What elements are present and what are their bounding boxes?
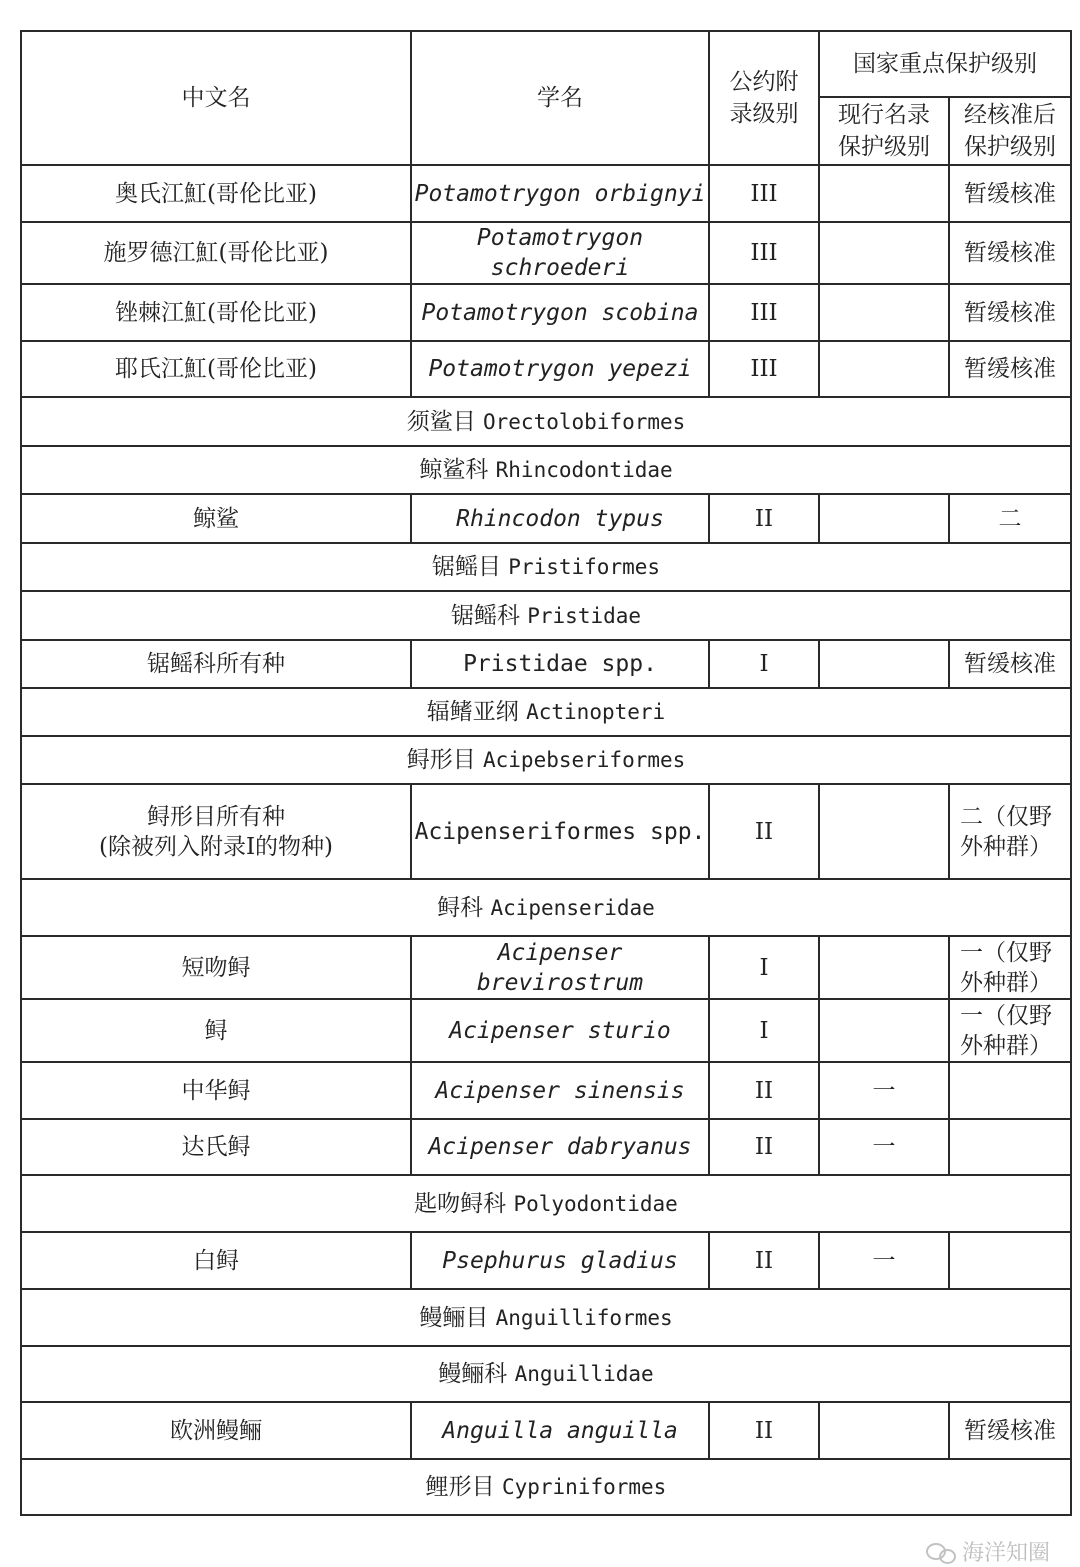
cn-name-cell: 施罗德江魟(哥伦比亚) (21, 222, 411, 284)
section-row (21, 736, 1071, 784)
current-level-cell: 一 (819, 1232, 949, 1289)
section-row (21, 1459, 1071, 1515)
header-current-level (819, 97, 949, 165)
header-approved-level (949, 97, 1071, 165)
appendix-cell: I (709, 999, 819, 1062)
appendix-cell: I (709, 640, 819, 688)
current-level-cell (819, 165, 949, 222)
current-level-cell (819, 1402, 949, 1459)
section-cn: 鳗鲡目 (419, 1304, 489, 1331)
sci-name-cell: Acipenseriformes spp. (411, 784, 709, 879)
table-row (21, 999, 1071, 1062)
section-cn: 锯鳐目 (431, 554, 501, 580)
section-latin: Acipebseriformes (483, 748, 686, 772)
cn-name-cell: 达氏鲟 (21, 1119, 411, 1175)
current-level-cell (819, 341, 949, 397)
section-row (21, 397, 1071, 446)
cn-name-cell: 白鲟 (21, 1232, 411, 1289)
section-latin: Pristiformes (508, 555, 661, 579)
cn-name-cell: 中华鲟 (21, 1062, 411, 1119)
section-cn: 须鲨目 (406, 408, 476, 435)
table-row (21, 341, 1071, 397)
section-latin: Actinopteri (526, 700, 666, 724)
current-level-cell: 一 (819, 1062, 949, 1119)
table-row (21, 1119, 1071, 1175)
current-level-cell (819, 999, 949, 1062)
sci-name-cell (411, 222, 709, 284)
sci-name-cell: Acipenser brevirostrum (411, 936, 709, 999)
header-appendix-line2: 录级别 (729, 101, 799, 127)
section-row (21, 446, 1071, 494)
appendix-cell: II (709, 1119, 819, 1175)
approved-level-cell: 暂缓核准 (949, 1402, 1071, 1459)
section-latin: Anguilliformes (495, 1305, 673, 1330)
approved-level-cell (949, 784, 1071, 879)
sci-name-cell: Potamotrygon orbignyi (411, 165, 709, 222)
current-level-cell (819, 284, 949, 341)
table-row (21, 165, 1071, 222)
approved-level-cell (949, 936, 1071, 999)
appendix-cell: II (709, 1232, 819, 1289)
current-level-cell (819, 784, 949, 879)
section-latin: Polyodontidae (513, 1191, 678, 1216)
approved-level-cell: 暂缓核准 (949, 341, 1071, 397)
cn-name-cell: 鲟 (21, 999, 411, 1062)
section-latin: Pristidae (527, 603, 642, 628)
appendix-cell: II (709, 494, 819, 543)
header-approved-line1: 经核准后 (964, 102, 1056, 128)
appendix-cell: II (709, 1402, 819, 1459)
approved-line2: 外种群） (960, 969, 1052, 996)
appendix-cell: III (709, 341, 819, 397)
section-latin: Acipenseridae (490, 895, 655, 920)
table-row (21, 640, 1071, 688)
header-appendix-line1: 公约附 (729, 69, 799, 95)
section-row (21, 1175, 1071, 1232)
header-current-line2: 保护级别 (838, 134, 930, 160)
sci-name-cell: Acipenser sinensis (411, 1062, 709, 1119)
appendix-cell: II (709, 1062, 819, 1119)
approved-level-cell: 暂缓核准 (949, 165, 1071, 222)
current-level-cell (819, 222, 949, 284)
table-row (21, 784, 1071, 879)
approved-level-cell: 二 (949, 494, 1071, 543)
table-row (21, 494, 1071, 543)
section-cn: 鲸鲨科 (419, 457, 489, 483)
sci-name-cell: Pristidae spp. (411, 640, 709, 688)
header-national-level: 国家重点保护级别 (819, 31, 1071, 97)
cn-name-cell: 欧洲鳗鲡 (21, 1402, 411, 1459)
section-row (21, 1289, 1071, 1346)
cn-name-cell (21, 784, 411, 879)
table-row (21, 1232, 1071, 1289)
current-level-cell (819, 494, 949, 543)
sci-name-cell: Psephurus gladius (411, 1232, 709, 1289)
cn-name-line1: 鲟形目所有种 (147, 803, 285, 830)
approved-level-cell (949, 999, 1071, 1062)
section-cn: 鲟科 (437, 894, 484, 921)
section-cn: 辐鳍亚纲 (426, 699, 519, 725)
watermark-text: 海洋知圈 (961, 1541, 1050, 1566)
cn-name-cell: 锯鳐科所有种 (21, 640, 411, 688)
approved-level-cell (949, 1119, 1071, 1175)
sci-name-cell: Acipenser sturio (411, 999, 709, 1062)
wechat-icon (926, 1542, 956, 1562)
cn-name-cell: 耶氏江魟(哥伦比亚) (21, 341, 411, 397)
approved-level-cell: 暂缓核准 (949, 222, 1071, 284)
cn-name-cell: 锉棘江魟(哥伦比亚) (21, 284, 411, 341)
appendix-cell: III (709, 284, 819, 341)
current-level-cell (819, 640, 949, 688)
section-row (21, 688, 1071, 736)
section-cn: 匙吻鲟科 (414, 1190, 507, 1217)
cn-name-cell: 奥氏江魟(哥伦比亚) (21, 165, 411, 222)
table-row (21, 222, 1071, 284)
appendix-cell: II (709, 784, 819, 879)
section-row (21, 591, 1071, 640)
section-row (21, 543, 1071, 591)
section-latin: Orectolobiformes (483, 409, 686, 434)
approved-level-cell: 暂缓核准 (949, 640, 1071, 688)
sci-name-cell: Potamotrygon scobina (411, 284, 709, 341)
species-protection-table (20, 30, 1072, 1516)
approved-level-cell: 暂缓核准 (949, 284, 1071, 341)
table-row (21, 284, 1071, 341)
section-latin: Rhincodontidae (495, 458, 673, 482)
section-row (21, 879, 1071, 936)
appendix-cell: III (709, 165, 819, 222)
watermark (926, 1536, 1050, 1567)
approved-level-cell (949, 1232, 1071, 1289)
appendix-cell: I (709, 936, 819, 999)
sci-name-cell: Potamotrygon yepezi (411, 341, 709, 397)
section-latin: Cypriniformes (501, 1475, 667, 1499)
section-cn: 鲤形目 (425, 1474, 495, 1500)
current-level-cell (819, 936, 949, 999)
table-row (21, 1062, 1071, 1119)
appendix-cell: III (709, 222, 819, 284)
header-sci-name: 学名 (411, 31, 709, 165)
table-row (21, 936, 1071, 999)
header-approved-line2: 保护级别 (964, 134, 1056, 160)
approved-level-cell (949, 1062, 1071, 1119)
cn-name-cell: 短吻鲟 (21, 936, 411, 999)
sci-name-cell: Anguilla anguilla (411, 1402, 709, 1459)
section-cn: 鲟形目 (406, 747, 476, 773)
approved-line1: 一（仅野 (960, 939, 1052, 966)
section-row (21, 1346, 1071, 1402)
section-cn: 鳗鲡科 (438, 1361, 508, 1387)
sci-name-cell: Rhincodon typus (411, 494, 709, 543)
cn-name-cell: 鲸鲨 (21, 494, 411, 543)
header-appendix (709, 31, 819, 165)
sci-name-cell: Acipenser dabryanus (411, 1119, 709, 1175)
sci-name-line1: Potamotrygon (476, 225, 644, 251)
table-row (21, 1402, 1071, 1459)
sci-name-line2: schroederi (490, 255, 630, 281)
approved-line1: 一（仅野 (960, 1002, 1052, 1029)
cn-name-line2: (除被列入附录Ⅰ的物种) (98, 833, 334, 860)
current-level-cell: 一 (819, 1119, 949, 1175)
approved-line2: 外种群） (960, 1032, 1052, 1059)
section-latin: Anguillidae (514, 1362, 654, 1386)
header-cn-name: 中文名 (21, 31, 411, 165)
approved-line1: 二（仅野 (960, 803, 1052, 830)
header-current-line1: 现行名录 (838, 102, 930, 128)
approved-line2: 外种群） (960, 833, 1052, 860)
section-cn: 锯鳐科 (450, 602, 520, 629)
